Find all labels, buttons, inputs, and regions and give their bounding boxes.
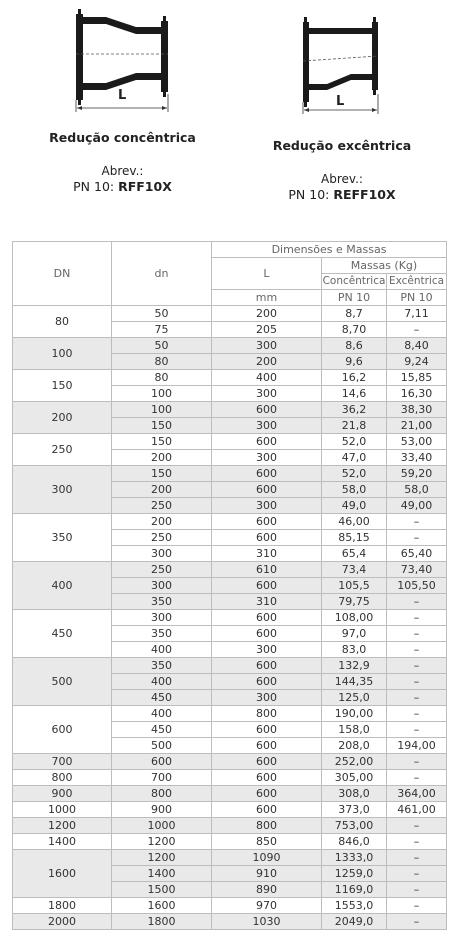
cell-dn: 1200 [13, 818, 112, 834]
cell-mass-eccentric: 9,24 [387, 354, 447, 370]
cell-sub-dn: 50 [112, 306, 212, 322]
cell-mass-concentric: 36,2 [322, 402, 387, 418]
cell-dn: 1600 [13, 850, 112, 898]
cell-sub-dn: 1600 [112, 898, 212, 914]
cell-sub-dn: 400 [112, 674, 212, 690]
table-row [13, 306, 447, 322]
cell-length: 310 [212, 594, 322, 610]
cell-mass-eccentric: 15,85 [387, 370, 447, 386]
cell-sub-dn: 450 [112, 690, 212, 706]
cell-mass-concentric: 2049,0 [322, 914, 387, 930]
eccentric-code: REFF10X [333, 187, 396, 202]
cell-mass-concentric: 8,6 [322, 338, 387, 354]
cell-mass-eccentric: 65,40 [387, 546, 447, 562]
cell-length: 1030 [212, 914, 322, 930]
header-sub-dn: dn [112, 242, 212, 306]
cell-dn: 700 [13, 754, 112, 770]
cell-dn: 450 [13, 610, 112, 658]
cell-mass-eccentric: 73,40 [387, 562, 447, 578]
cell-mass-concentric: 125,0 [322, 690, 387, 706]
cell-length: 600 [212, 658, 322, 674]
table-row [13, 818, 447, 834]
cell-mass-concentric: 21,8 [322, 418, 387, 434]
cell-length: 600 [212, 802, 322, 818]
cell-sub-dn: 50 [112, 338, 212, 354]
cell-sub-dn: 100 [112, 402, 212, 418]
header-pn-concentric: PN 10 [322, 290, 387, 306]
cell-mass-eccentric: 461,00 [387, 802, 447, 818]
cell-length: 800 [212, 706, 322, 722]
cell-sub-dn: 250 [112, 530, 212, 546]
cell-length: 850 [212, 834, 322, 850]
cell-dn: 600 [13, 706, 112, 754]
table-row [13, 850, 447, 866]
cell-sub-dn: 350 [112, 626, 212, 642]
cell-sub-dn: 800 [112, 786, 212, 802]
cell-mass-concentric: 8,7 [322, 306, 387, 322]
length-dimension-label: L [118, 88, 127, 103]
cell-mass-concentric: 58,0 [322, 482, 387, 498]
table-row [13, 754, 447, 770]
cell-length: 600 [212, 674, 322, 690]
cell-mass-concentric: 73,4 [322, 562, 387, 578]
cell-dn: 800 [13, 770, 112, 786]
table-row [13, 514, 447, 530]
cell-length: 600 [212, 578, 322, 594]
table-row [13, 658, 447, 674]
cell-length: 600 [212, 738, 322, 754]
cell-mass-concentric: 144,35 [322, 674, 387, 690]
cell-length: 610 [212, 562, 322, 578]
cell-mass-eccentric: 21,00 [387, 418, 447, 434]
cell-mass-concentric: 846,0 [322, 834, 387, 850]
cell-sub-dn: 600 [112, 754, 212, 770]
cell-dn: 200 [13, 402, 112, 434]
cell-length: 310 [212, 546, 322, 562]
cell-sub-dn: 400 [112, 706, 212, 722]
header-pn-eccentric: PN 10 [387, 290, 447, 306]
cell-mass-eccentric: 33,40 [387, 450, 447, 466]
cell-mass-eccentric: – [387, 690, 447, 706]
cell-length: 600 [212, 482, 322, 498]
cell-mass-eccentric: – [387, 674, 447, 690]
cell-dn: 1000 [13, 802, 112, 818]
table-row [13, 338, 447, 354]
cell-dn: 1400 [13, 834, 112, 850]
cell-mass-concentric: 305,00 [322, 770, 387, 786]
header-group: Dimensões e Massas [212, 242, 447, 258]
cell-dn: 900 [13, 786, 112, 802]
cell-sub-dn: 1400 [112, 866, 212, 882]
cell-length: 300 [212, 338, 322, 354]
cell-length: 600 [212, 434, 322, 450]
cell-sub-dn: 350 [112, 658, 212, 674]
cell-mass-eccentric: 105,50 [387, 578, 447, 594]
cell-sub-dn: 1000 [112, 818, 212, 834]
cell-mass-eccentric: – [387, 722, 447, 738]
cell-length: 205 [212, 322, 322, 338]
cell-sub-dn: 75 [112, 322, 212, 338]
table-body [13, 306, 447, 930]
concentric-code-line [30, 179, 215, 195]
cell-mass-concentric: 158,0 [322, 722, 387, 738]
cell-dn: 300 [13, 466, 112, 514]
cell-mass-eccentric: – [387, 658, 447, 674]
cell-mass-concentric: 52,0 [322, 466, 387, 482]
cell-mass-eccentric: – [387, 866, 447, 882]
cell-mass-concentric: 8,70 [322, 322, 387, 338]
cell-mass-eccentric: 8,40 [387, 338, 447, 354]
cell-dn: 2000 [13, 914, 112, 930]
cell-length: 300 [212, 386, 322, 402]
cell-mass-concentric: 373,0 [322, 802, 387, 818]
cell-mass-eccentric: 194,00 [387, 738, 447, 754]
cell-length: 1090 [212, 850, 322, 866]
table-header [13, 242, 447, 306]
cell-mass-eccentric: – [387, 610, 447, 626]
cell-dn: 80 [13, 306, 112, 338]
cell-length: 200 [212, 306, 322, 322]
table-row [13, 434, 447, 450]
cell-mass-concentric: 47,0 [322, 450, 387, 466]
eccentric-code-line [252, 187, 432, 203]
table-row [13, 834, 447, 850]
cell-sub-dn: 300 [112, 610, 212, 626]
cell-mass-eccentric: – [387, 642, 447, 658]
cell-mass-concentric: 252,00 [322, 754, 387, 770]
cell-sub-dn: 1500 [112, 882, 212, 898]
cell-mass-concentric: 308,0 [322, 786, 387, 802]
cell-mass-concentric: 65,4 [322, 546, 387, 562]
eccentric-reducer-drawing [295, 16, 395, 116]
cell-length: 200 [212, 354, 322, 370]
concentric-reducer-drawing [62, 8, 187, 113]
cell-dn: 250 [13, 434, 112, 466]
length-dimension-label: L [336, 94, 345, 109]
cell-mass-eccentric: – [387, 818, 447, 834]
cell-mass-concentric: 85,15 [322, 530, 387, 546]
cell-dn: 500 [13, 658, 112, 706]
cell-mass-concentric: 1259,0 [322, 866, 387, 882]
header-l-unit: mm [212, 290, 322, 306]
cell-mass-concentric: 83,0 [322, 642, 387, 658]
cell-mass-concentric: 79,75 [322, 594, 387, 610]
cell-mass-eccentric: – [387, 322, 447, 338]
cell-sub-dn: 150 [112, 418, 212, 434]
table-row [13, 898, 447, 914]
cell-mass-eccentric: – [387, 754, 447, 770]
concentric-code: RFF10X [118, 179, 172, 194]
header-masses: Massas (Kg) [322, 258, 447, 274]
cell-sub-dn: 200 [112, 482, 212, 498]
cell-sub-dn: 1800 [112, 914, 212, 930]
header-eccentric: Excêntrica [387, 274, 447, 290]
cell-sub-dn: 300 [112, 578, 212, 594]
cell-mass-eccentric: 58,0 [387, 482, 447, 498]
table-row [13, 786, 447, 802]
cell-mass-eccentric: 49,00 [387, 498, 447, 514]
cell-length: 600 [212, 514, 322, 530]
cell-mass-eccentric: – [387, 834, 447, 850]
cell-mass-concentric: 190,00 [322, 706, 387, 722]
cell-mass-concentric: 52,0 [322, 434, 387, 450]
cell-length: 300 [212, 418, 322, 434]
cell-length: 600 [212, 402, 322, 418]
concentric-title: Redução concêntrica [49, 130, 196, 145]
cell-mass-concentric: 105,5 [322, 578, 387, 594]
cell-mass-eccentric: 59,20 [387, 466, 447, 482]
cell-dn: 400 [13, 562, 112, 610]
cell-length: 300 [212, 450, 322, 466]
cell-length: 600 [212, 786, 322, 802]
cell-length: 890 [212, 882, 322, 898]
cell-dn: 1800 [13, 898, 112, 914]
cell-sub-dn: 300 [112, 546, 212, 562]
cell-mass-eccentric: – [387, 530, 447, 546]
cell-mass-concentric: 97,0 [322, 626, 387, 642]
cell-mass-concentric: 1169,0 [322, 882, 387, 898]
cell-length: 300 [212, 690, 322, 706]
dimensions-table [12, 241, 447, 930]
cell-mass-eccentric: 16,30 [387, 386, 447, 402]
cell-mass-eccentric: – [387, 898, 447, 914]
cell-length: 600 [212, 610, 322, 626]
cell-sub-dn: 80 [112, 370, 212, 386]
cell-sub-dn: 80 [112, 354, 212, 370]
table-row [13, 562, 447, 578]
concentric-pn-label: PN 10: [73, 179, 115, 194]
cell-mass-eccentric: – [387, 706, 447, 722]
header-concentric: Concêntrica [322, 274, 387, 290]
cell-length: 600 [212, 466, 322, 482]
cell-mass-eccentric: – [387, 770, 447, 786]
cell-sub-dn: 450 [112, 722, 212, 738]
cell-mass-eccentric: – [387, 594, 447, 610]
cell-mass-concentric: 132,9 [322, 658, 387, 674]
cell-length: 800 [212, 818, 322, 834]
cell-sub-dn: 250 [112, 498, 212, 514]
cell-mass-eccentric: 7,11 [387, 306, 447, 322]
cell-dn: 100 [13, 338, 112, 370]
eccentric-title: Redução excêntrica [272, 138, 412, 153]
table-row [13, 706, 447, 722]
eccentric-caption [252, 138, 432, 203]
cell-mass-concentric: 14,6 [322, 386, 387, 402]
cell-dn: 150 [13, 370, 112, 402]
cell-sub-dn: 1200 [112, 850, 212, 866]
cell-length: 300 [212, 498, 322, 514]
concentric-caption [30, 130, 215, 195]
cell-mass-concentric: 49,0 [322, 498, 387, 514]
table-row [13, 770, 447, 786]
cell-length: 400 [212, 370, 322, 386]
cell-mass-eccentric: 53,00 [387, 434, 447, 450]
eccentric-abbrev-label: Abrev.: [321, 172, 363, 186]
table-row [13, 802, 447, 818]
cell-length: 600 [212, 722, 322, 738]
cell-mass-eccentric: 38,30 [387, 402, 447, 418]
cell-length: 910 [212, 866, 322, 882]
header-l: L [212, 258, 322, 290]
cell-length: 600 [212, 530, 322, 546]
cell-mass-concentric: 108,00 [322, 610, 387, 626]
cell-length: 600 [212, 770, 322, 786]
cell-mass-concentric: 1553,0 [322, 898, 387, 914]
eccentric-pn-label: PN 10: [288, 187, 330, 202]
cell-sub-dn: 100 [112, 386, 212, 402]
cell-sub-dn: 150 [112, 434, 212, 450]
cell-sub-dn: 900 [112, 802, 212, 818]
cell-sub-dn: 700 [112, 770, 212, 786]
cell-sub-dn: 400 [112, 642, 212, 658]
concentric-abbrev-label: Abrev.: [101, 164, 144, 178]
header-dn: DN [13, 242, 112, 306]
table-row [13, 466, 447, 482]
cell-mass-eccentric: 364,00 [387, 786, 447, 802]
cell-sub-dn: 250 [112, 562, 212, 578]
cell-length: 600 [212, 626, 322, 642]
cell-length: 970 [212, 898, 322, 914]
cell-mass-eccentric: – [387, 626, 447, 642]
cell-mass-eccentric: – [387, 914, 447, 930]
cell-mass-concentric: 16,2 [322, 370, 387, 386]
cell-sub-dn: 500 [112, 738, 212, 754]
cell-sub-dn: 200 [112, 514, 212, 530]
cell-mass-eccentric: – [387, 850, 447, 866]
cell-sub-dn: 150 [112, 466, 212, 482]
cell-sub-dn: 200 [112, 450, 212, 466]
cell-dn: 350 [13, 514, 112, 562]
table-row [13, 610, 447, 626]
cell-mass-eccentric: – [387, 882, 447, 898]
cell-length: 300 [212, 642, 322, 658]
table-row [13, 914, 447, 930]
cell-sub-dn: 350 [112, 594, 212, 610]
table-row [13, 402, 447, 418]
cell-mass-concentric: 208,0 [322, 738, 387, 754]
cell-mass-eccentric: – [387, 514, 447, 530]
cell-mass-concentric: 1333,0 [322, 850, 387, 866]
cell-mass-concentric: 753,00 [322, 818, 387, 834]
cell-mass-concentric: 9,6 [322, 354, 387, 370]
cell-mass-concentric: 46,00 [322, 514, 387, 530]
table-row [13, 370, 447, 386]
cell-sub-dn: 1200 [112, 834, 212, 850]
cell-length: 600 [212, 754, 322, 770]
